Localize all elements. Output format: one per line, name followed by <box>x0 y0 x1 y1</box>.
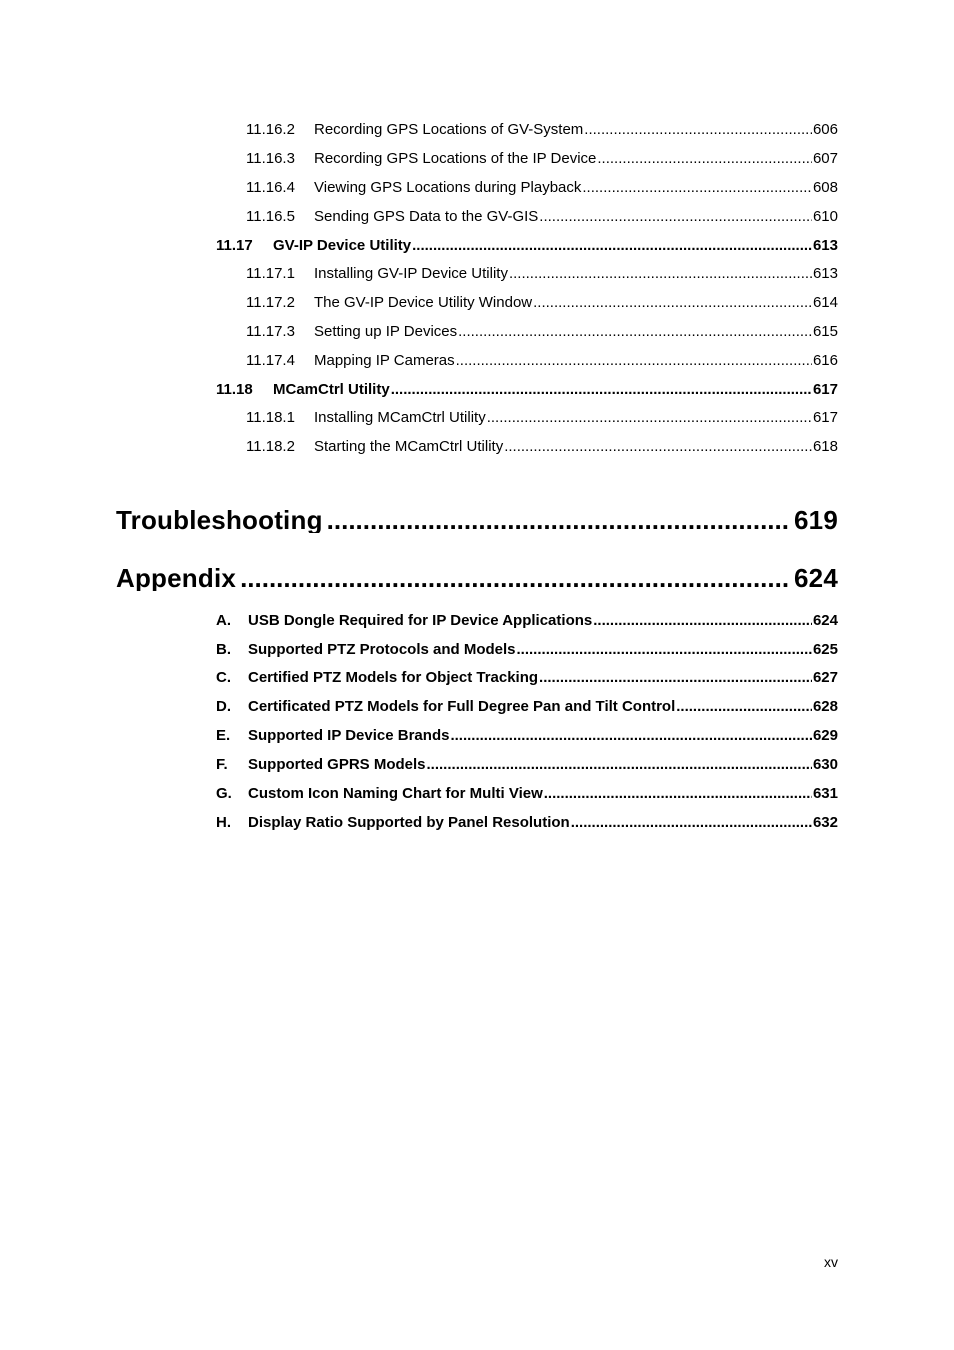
dot-leader <box>504 439 812 454</box>
toc-entry-11-17-1[interactable] <box>246 266 838 281</box>
toc-appendix-page: 630 <box>812 757 838 772</box>
toc-entry-page: 615 <box>812 324 838 339</box>
toc-section-page: 613 <box>812 238 838 253</box>
toc-entry-11-17-4[interactable] <box>246 353 838 368</box>
toc-appendix-g[interactable] <box>216 786 838 801</box>
toc-entry-page: 610 <box>812 209 838 224</box>
toc-entry-11-17-2[interactable] <box>246 295 838 310</box>
toc-entry-title: Recording GPS Locations of GV-System <box>314 122 584 137</box>
toc-appendix-letter: C. <box>216 670 231 685</box>
toc-entry-title: Mapping IP Cameras <box>314 353 455 368</box>
toc-appendix-page: 631 <box>812 786 838 801</box>
toc-appendix-title: Certified PTZ Models for Object Tracking <box>248 670 539 685</box>
toc-appendix-title: Custom Icon Naming Chart for Multi View <box>248 786 543 801</box>
toc-appendix-page: 625 <box>812 642 838 657</box>
toc-appendix-b[interactable] <box>216 642 838 657</box>
dot-leader <box>412 238 812 253</box>
toc-entry-title: The GV-IP Device Utility Window <box>314 295 533 310</box>
dot-leader <box>240 565 790 591</box>
dot-leader <box>391 382 812 397</box>
dot-leader <box>450 728 812 743</box>
dot-leader <box>517 642 812 657</box>
toc-section-title: MCamCtrl Utility <box>273 382 390 397</box>
toc-entry-title: Installing GV-IP Device Utility <box>314 266 508 281</box>
toc-chapter-appendix[interactable] <box>116 565 838 591</box>
toc-appendix-page: 629 <box>812 728 838 743</box>
toc-section-number: 11.17 <box>216 238 253 253</box>
toc-entry-number: 11.16.5 <box>246 209 295 224</box>
toc-appendix-f[interactable] <box>216 757 838 772</box>
dot-leader <box>539 670 812 685</box>
dot-leader <box>509 266 812 281</box>
toc-entry-title: Installing MCamCtrl Utility <box>314 410 486 425</box>
toc-appendix-page: 624 <box>812 613 838 628</box>
toc-appendix-title: USB Dongle Required for IP Device Applications <box>248 613 593 628</box>
toc-appendix-letter: E. <box>216 728 231 743</box>
toc-section-11-18[interactable] <box>216 382 838 397</box>
toc-appendix-title: Certificated PTZ Models for Full Degree Pan and Tilt Control <box>248 699 676 714</box>
toc-appendix-a[interactable] <box>216 613 838 628</box>
toc-entry-number: 11.17.3 <box>246 324 295 339</box>
toc-entry-number: 11.16.2 <box>246 122 295 137</box>
toc-entry-page: 606 <box>812 122 838 137</box>
toc-entry-number: 11.16.3 <box>246 151 295 166</box>
toc-entry-number: 11.18.1 <box>246 410 295 425</box>
toc-entry-11-18-1[interactable] <box>246 410 838 425</box>
toc-entry-title: Recording GPS Locations of the IP Device <box>314 151 597 166</box>
page-number: xv <box>824 1254 838 1270</box>
toc-appendix-page: 632 <box>812 815 838 830</box>
toc-appendix-title: Supported IP Device Brands <box>248 728 450 743</box>
toc-appendix-letter: G. <box>216 786 232 801</box>
toc-entry-number: 11.17.4 <box>246 353 295 368</box>
toc-entry-page: 613 <box>812 266 838 281</box>
dot-leader <box>571 815 812 830</box>
toc-chapter-title: Appendix <box>116 565 237 591</box>
toc-entry-11-17-3[interactable] <box>246 324 838 339</box>
dot-leader <box>539 209 812 224</box>
toc-appendix-title: Display Ratio Supported by Panel Resolution <box>248 815 570 830</box>
toc-appendix-title: Supported GPRS Models <box>248 757 426 772</box>
toc-section-11-17[interactable] <box>216 238 838 253</box>
toc-entry-11-16-2[interactable] <box>246 122 838 137</box>
toc-appendix-letter: B. <box>216 642 231 657</box>
toc-entry-page: 618 <box>812 439 838 454</box>
toc-entry-number: 11.17.2 <box>246 295 295 310</box>
toc-entry-page: 616 <box>812 353 838 368</box>
dot-leader <box>327 507 790 533</box>
dot-leader <box>456 353 812 368</box>
dot-leader <box>584 122 812 137</box>
toc-entry-11-16-4[interactable] <box>246 180 838 195</box>
toc-appendix-letter: F. <box>216 757 228 772</box>
toc-entry-page: 617 <box>812 410 838 425</box>
toc-chapter-page: 624 <box>794 565 838 591</box>
toc-section-title: GV-IP Device Utility <box>273 238 412 253</box>
dot-leader <box>533 295 812 310</box>
toc-appendix-letter: D. <box>216 699 231 714</box>
dot-leader <box>458 324 812 339</box>
dot-leader <box>676 699 812 714</box>
toc-entry-title: Starting the MCamCtrl Utility <box>314 439 504 454</box>
toc-entry-title: Viewing GPS Locations during Playback <box>314 180 582 195</box>
dot-leader <box>593 613 812 628</box>
toc-entry-11-16-3[interactable] <box>246 151 838 166</box>
dot-leader <box>582 180 812 195</box>
toc-appendix-page: 627 <box>812 670 838 685</box>
dot-leader <box>544 786 812 801</box>
toc-section-number: 11.18 <box>216 382 253 397</box>
toc-entry-page: 607 <box>812 151 838 166</box>
toc-appendix-letter: A. <box>216 613 231 628</box>
toc-entry-title: Sending GPS Data to the GV-GIS <box>314 209 539 224</box>
toc-chapter-troubleshooting[interactable] <box>116 507 838 533</box>
toc-entry-page: 608 <box>812 180 838 195</box>
toc-appendix-page: 628 <box>812 699 838 714</box>
toc-appendix-letter: H. <box>216 815 231 830</box>
toc-entry-number: 11.16.4 <box>246 180 295 195</box>
toc-section-page: 617 <box>812 382 838 397</box>
toc-appendix-c[interactable] <box>216 670 838 685</box>
toc-entry-11-18-2[interactable] <box>246 439 838 454</box>
toc-entry-number: 11.18.2 <box>246 439 295 454</box>
toc-entry-number: 11.17.1 <box>246 266 295 281</box>
toc-appendix-title: Supported PTZ Protocols and Models <box>248 642 516 657</box>
toc-chapter-page: 619 <box>794 507 838 533</box>
toc-appendix-d[interactable] <box>216 699 838 714</box>
toc-appendix-h[interactable] <box>216 815 838 830</box>
toc-entry-11-16-5[interactable] <box>246 209 838 224</box>
dot-leader <box>597 151 812 166</box>
toc-entry-page: 614 <box>812 295 838 310</box>
dot-leader <box>487 410 812 425</box>
toc-appendix-e[interactable] <box>216 728 838 743</box>
toc-entry-title: Setting up IP Devices <box>314 324 458 339</box>
dot-leader <box>427 757 812 772</box>
toc-chapter-title: Troubleshooting <box>116 507 323 533</box>
